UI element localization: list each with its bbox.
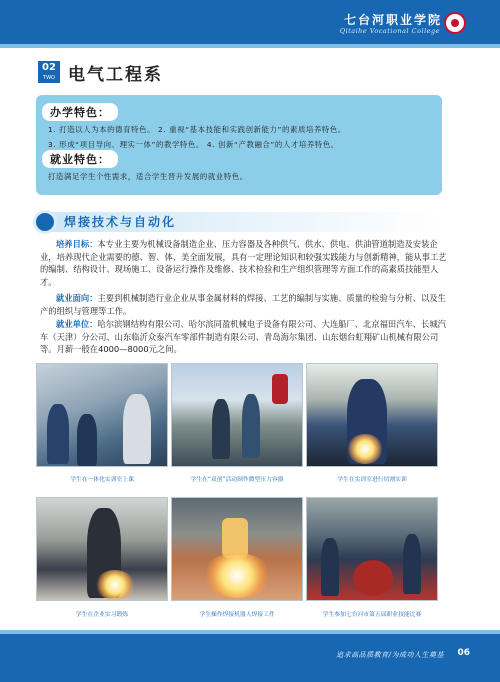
page-number: 06 [457, 648, 470, 658]
employer-label: 就业单位： [56, 319, 98, 329]
banner-figure [272, 374, 288, 404]
photo-pressure-vessel [171, 363, 303, 467]
spark-effect [95, 570, 135, 600]
equipment-figure [123, 394, 151, 464]
student-figure [77, 414, 97, 466]
feature-line-2: 3. 形成“项目导向、理实一体”的教学特色。 4. 创新“产教融合”的人才培养特色。 [48, 140, 339, 149]
photo-caption: 学生在“双创”活动制作微型压力容器 [190, 477, 284, 483]
photo-competition [306, 497, 438, 601]
section-number-badge [38, 61, 60, 83]
college-logo-icon [444, 12, 466, 34]
robot-figure [222, 518, 248, 558]
photo-caption: 学生在一体化实训室上课 [70, 477, 134, 483]
photo-caption: 学生参加七台河市第五届职业技能比赛 [322, 612, 422, 618]
employer-paragraph [40, 318, 450, 356]
section-number: 02 [42, 62, 56, 73]
employer-text: 哈尔滨钢结构有限公司、哈尔滨同盈机械电子设备有限公司、大连船厂、北京福田汽车、长城汽车（天津）分公司、山东临沂众泰汽车零部件制造有限公司、青岛海尔集团、山东烟台虹翔矿山机械有限公司等。月薪一般在4000—8000元之间。 [40, 319, 446, 355]
section-number-word: TWO [43, 75, 55, 81]
photo-caption: 学生在企业实习锻炼 [75, 612, 129, 618]
student-figure [321, 538, 339, 596]
employment-features-tag: 就业特色： [42, 150, 118, 168]
school-features-tag: 办学特色： [42, 103, 118, 121]
subsection-bullet-icon [33, 210, 57, 234]
student-figure [212, 399, 230, 459]
photo-enterprise [36, 497, 168, 601]
direction-paragraph [40, 292, 450, 317]
photo-caption: 学生在实训室进行切割实训 [337, 477, 407, 483]
college-name: 七台河职业学院 [343, 13, 442, 27]
spark-effect [202, 553, 272, 598]
page-title: 电气工程系 [68, 65, 163, 85]
feature-line-1: 1. 打造以人为本的德育特色。 2. 重视“基本技能和实践创新能力”的素质培养特色。 [48, 125, 346, 134]
footer-slogan: 追求高品质教育/为成功人生奠基 [336, 651, 444, 659]
student-figure [403, 534, 421, 594]
direction-text: 主要到机械制造行业企业从事金属材料的焊接、工艺的编制与实施、质量的检验与分析、以及生产的组织与管理等工作。 [40, 293, 446, 316]
goal-paragraph [40, 238, 450, 288]
program-title: 焊接技术与自动化 [64, 215, 177, 229]
direction-label: 就业面向： [56, 293, 98, 303]
header-stripe [0, 44, 500, 48]
goal-text: 本专业主要为机械设备制造企业、压力容器及各种供气、供水、供电、供油管道制造及安装企业，培养现代企业需要的德、智、体、美全面发展，具有一定理论知识和较强实践能力与创新精神，能从事工艺的编制、结构设计、现场施工、设备运行操作及维修、技术检验和生产组织管理等方面工作的高素质技能型人才。 [40, 239, 447, 287]
photo-caption: 学生操作焊接机器人焊接工件 [199, 612, 275, 618]
photo-cutting [306, 363, 438, 467]
machine-figure [353, 560, 393, 596]
student-figure [47, 404, 69, 464]
features-panel [36, 95, 442, 195]
photo-robot [171, 497, 303, 601]
spark-effect [347, 434, 383, 464]
college-name-en: Qitaihe Vocational College [339, 27, 440, 35]
employment-feature-line: 打造满足学生个性需求，适合学生晋升发展的就业特色。 [48, 172, 248, 181]
goal-label: 培养目标： [56, 239, 98, 249]
student-figure [242, 394, 260, 458]
photo-classroom [36, 363, 168, 467]
